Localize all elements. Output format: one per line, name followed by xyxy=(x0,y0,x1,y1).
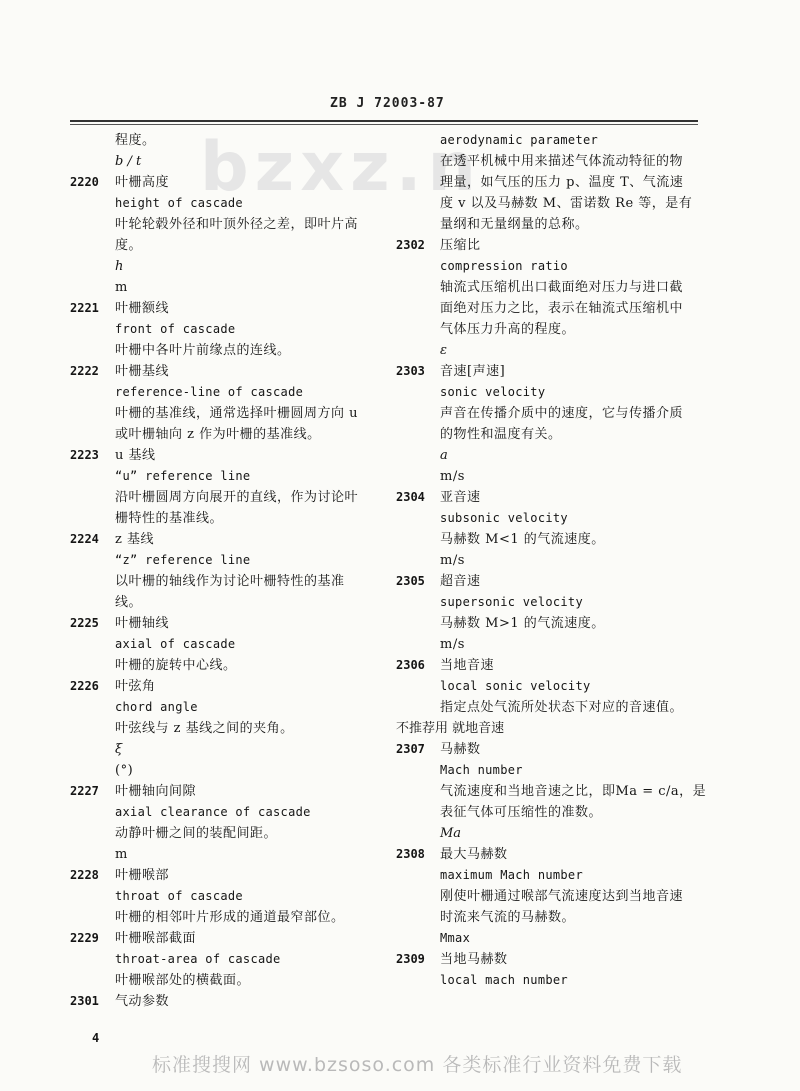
term-entry xyxy=(70,928,390,991)
text-line: “u” reference line xyxy=(115,469,251,483)
term-entry xyxy=(396,571,726,655)
text-line: axial of cascade xyxy=(115,637,236,651)
watermark-top: bzxz.n xyxy=(200,128,482,207)
header-rule xyxy=(70,120,698,122)
text-line: m/s xyxy=(440,553,465,568)
text-line: 叶弦角 xyxy=(115,679,156,694)
text-line: 叶弦线与 z 基线之间的夹角。 xyxy=(115,721,294,736)
right-column xyxy=(396,130,726,991)
text-line: compression ratio xyxy=(440,259,568,273)
term-number: 2307 xyxy=(396,742,425,756)
term-entry xyxy=(396,361,726,487)
term-number: 2309 xyxy=(396,952,425,966)
term-number: 2303 xyxy=(396,364,425,378)
text-line: 当地马赫数 xyxy=(440,952,508,967)
term-number: 2227 xyxy=(70,784,99,798)
text-line: aerodynamic parameter xyxy=(440,133,599,147)
term-number: 2221 xyxy=(70,301,99,315)
term-entry xyxy=(70,529,390,613)
text-line: m/s xyxy=(440,637,465,652)
text-line: 亚音速 xyxy=(440,490,481,505)
text-line: Ma xyxy=(440,826,462,841)
text-line: m xyxy=(115,280,128,295)
text-line: b / t xyxy=(115,154,142,169)
text-line: 叶栅高度 xyxy=(115,175,170,190)
text-line: h xyxy=(115,259,124,274)
text-line: 表征气体可压缩性的准数。 xyxy=(440,805,603,820)
text-line: 面绝对压力之比，表示在轴流式压缩机中 xyxy=(440,301,684,316)
term-entry xyxy=(396,844,726,949)
text-line: 在透平机械中用来描述气体流动特征的物 xyxy=(440,154,684,169)
text-line: 叶轮轮毂外径和叶顶外径之差，即叶片高 xyxy=(115,217,359,232)
text-line: 的物性和温度有关。 xyxy=(440,427,562,442)
header-rule-thin xyxy=(70,124,698,125)
text-line: 栅特性的基准线。 xyxy=(115,511,224,526)
text-line: 程度。 xyxy=(115,133,156,148)
text-line: Mmax xyxy=(440,931,471,945)
text-line: 马赫数 xyxy=(440,742,481,757)
text-line: throat-area of cascade xyxy=(115,952,281,966)
text-line: 叶栅喉部处的横截面。 xyxy=(115,973,251,988)
text-line: 当地音速 xyxy=(440,658,495,673)
text-line: subsonic velocity xyxy=(440,511,568,525)
term-number: 2302 xyxy=(396,238,425,252)
text-line: m/s xyxy=(440,469,465,484)
left-column xyxy=(70,130,390,1012)
text-line: 线。 xyxy=(115,595,143,610)
text-line: 动静叶栅之间的装配间距。 xyxy=(115,826,278,841)
text-line: 音速[声速] xyxy=(440,364,506,379)
term-entry xyxy=(396,487,726,571)
term-number: 2229 xyxy=(70,931,99,945)
text-line: (°) xyxy=(115,763,134,778)
term-entry xyxy=(70,865,390,928)
term-number: 2223 xyxy=(70,448,99,462)
text-line: chord angle xyxy=(115,700,198,714)
text-line: ε xyxy=(440,343,447,358)
text-line: z 基线 xyxy=(115,532,154,547)
text-line: 压缩比 xyxy=(440,238,481,253)
text-line: 度。 xyxy=(115,238,143,253)
text-line: supersonic velocity xyxy=(440,595,583,609)
text-line: local sonic velocity xyxy=(440,679,591,693)
term-entry xyxy=(70,676,390,781)
text-line: 气流速度和当地音速之比，即Ma = c/a，是 xyxy=(440,784,707,799)
term-number: 2225 xyxy=(70,616,99,630)
term-number: 2224 xyxy=(70,532,99,546)
text-line: 叶栅喉部 xyxy=(115,868,170,883)
term-entry xyxy=(70,781,390,865)
text-line: 量纲和无量纲量的总称。 xyxy=(440,217,589,232)
text-line: 叶栅的相邻叶片形成的通道最窄部位。 xyxy=(115,910,345,925)
term-number: 2222 xyxy=(70,364,99,378)
text-line: 马赫数 M>1 的气流速度。 xyxy=(440,616,605,631)
term-number: 2306 xyxy=(396,658,425,672)
text-line: 时流来气流的马赫数。 xyxy=(440,910,576,925)
text-line: 叶栅额线 xyxy=(115,301,170,316)
text-line: 叶栅轴线 xyxy=(115,616,170,631)
term-entry xyxy=(70,991,390,1012)
term-entry xyxy=(70,361,390,445)
text-line: 气体压力升高的程度。 xyxy=(440,322,576,337)
text-line: 叶栅中各叶片前缘点的连线。 xyxy=(115,343,291,358)
text-line: sonic velocity xyxy=(440,385,546,399)
text-line: 或叶栅轴向 z 作为叶栅的基准线。 xyxy=(115,427,321,442)
text-line: 叶栅的旋转中心线。 xyxy=(115,658,237,673)
footer-watermark: 标准搜搜网 www.bzsoso.com 各类标准行业资料免费下载 xyxy=(152,1054,683,1076)
term-entry xyxy=(396,739,726,844)
standard-code: ZB J 72003-87 xyxy=(330,96,445,111)
text-line: front of cascade xyxy=(115,322,236,336)
text-line: 刚使叶栅通过喉部气流速度达到当地音速 xyxy=(440,889,684,904)
text-line: ξ xyxy=(115,742,123,757)
text-line: 轴流式压缩机出口截面绝对压力与进口截 xyxy=(440,280,684,295)
term-number: 2301 xyxy=(70,994,99,1008)
text-line: throat of cascade xyxy=(115,889,243,903)
term-number: 2226 xyxy=(70,679,99,693)
text-line: 超音速 xyxy=(440,574,481,589)
term-entry xyxy=(396,235,726,361)
text-line: 气动参数 xyxy=(115,994,170,1009)
text-line: reference-line of cascade xyxy=(115,385,304,399)
text-line: 声音在传播介质中的速度，它与传播介质 xyxy=(440,406,684,421)
text-line: m xyxy=(115,847,128,862)
term-number: 2304 xyxy=(396,490,425,504)
text-line: 指定点处气流所处状态下对应的音速值。 xyxy=(440,700,684,715)
text-line: Mach number xyxy=(440,763,523,777)
term-number: 2220 xyxy=(70,175,99,189)
term-number: 2305 xyxy=(396,574,425,588)
text-line: 叶栅的基准线，通常选择叶栅圆周方向 u xyxy=(115,406,359,421)
text-line: “z” reference line xyxy=(115,553,251,567)
text-line: 马赫数 M<1 的气流速度。 xyxy=(440,532,605,547)
term-entry xyxy=(396,949,726,991)
text-line: local mach number xyxy=(440,973,568,987)
term-entry xyxy=(70,445,390,529)
text-line: 叶栅基线 xyxy=(115,364,170,379)
text-line: height of cascade xyxy=(115,196,243,210)
text-line: maximum Mach number xyxy=(440,868,583,882)
text-line: 叶栅喉部截面 xyxy=(115,931,197,946)
term-entry xyxy=(396,655,726,718)
term-entry xyxy=(70,172,390,298)
term-entry xyxy=(70,613,390,676)
text-line: 理量，如气压的压力 p、温度 T、气流速 xyxy=(440,175,684,190)
deprecated-term: 不推荐用 就地音速 xyxy=(396,721,505,736)
text-line: axial clearance of cascade xyxy=(115,805,311,819)
text-line: 叶栅轴向间隙 xyxy=(115,784,197,799)
text-line: 沿叶栅圆周方向展开的直线，作为讨论叶 xyxy=(115,490,359,505)
text-line: u 基线 xyxy=(115,448,156,463)
page-number: 4 xyxy=(92,1031,100,1045)
text-line: 最大马赫数 xyxy=(440,847,508,862)
term-number: 2308 xyxy=(396,847,425,861)
text-line: 度 v 以及马赫数 M、雷诺数 Re 等，是有 xyxy=(440,196,693,211)
text-line: a xyxy=(440,448,448,463)
term-entry xyxy=(70,298,390,361)
text-line: 以叶栅的轴线作为讨论叶栅特性的基准 xyxy=(115,574,345,589)
term-number: 2228 xyxy=(70,868,99,882)
